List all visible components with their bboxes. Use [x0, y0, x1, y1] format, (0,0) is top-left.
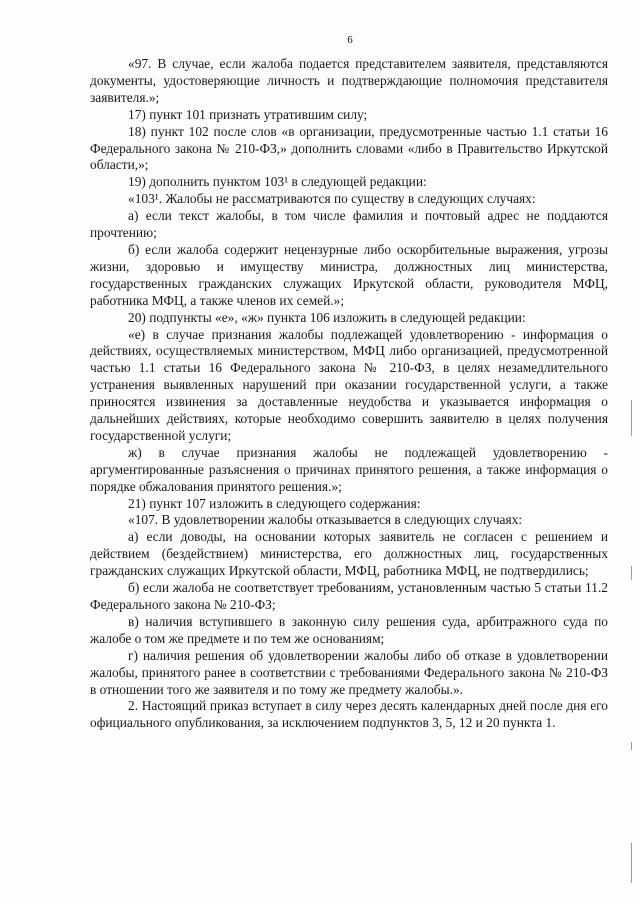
scan-artifact-mark [631, 742, 632, 750]
paragraph-subpoint-a: а) если текст жалобы, в том числе фамилия и почтовый адрес не поддаются прочтению; [90, 208, 608, 241]
paragraph-section-2: 2. Настоящий приказ вступает в силу через десять календарных дней после дня его официального опубликования, за исключением подпунктов 3, 5, 12 и 20 пункта 1. [90, 698, 608, 731]
paragraph-amend-21: 21) пункт 107 изложить в следующего содержания: [128, 495, 421, 511]
paragraph-107-subpoint-v: в) наличия вступившего в законную силу решения суда, арбитражного суда по жалобе о том же предмете и по тем же основаниям; [90, 613, 608, 646]
paragraph-107-subpoint-b: б) если жалоба не соответствует требованиям, установленным частью 5 статьи 11.2 Федерального закона № 210-ФЗ; [90, 580, 608, 612]
scan-artifact-mark [631, 843, 632, 883]
paragraph-107-subpoint-g: г) наличия решения об удовлетворении жалобы либо об отказе в удовлетворении жалобы, принятого ранее в соответствии с требованиями Федерального закона № 210-ФЗ в отношении того же заявителя и по тому же предмету жалобы.». [90, 647, 608, 697]
paragraph-amend-18: 18) пункт 102 после слов «в организации, предусмотренные частью 1.1 статьи 16 Федерального закона № 210-ФЗ,» дополнить словами «либо в Правительство Иркутской области,»; [90, 123, 608, 173]
paragraph-amend-17: 17) пункт 101 признать утратившим силу; [128, 106, 368, 122]
page-number: 6 [347, 34, 353, 46]
paragraph-point-107: «107. В удовлетворении жалобы отказывается в следующих случаях: [128, 512, 523, 528]
paragraph-amend-20: 20) подпункты «е», «ж» пункта 106 изложить в следующей редакции: [128, 309, 526, 325]
paragraph-subpoint-e: «е) в случае признания жалобы подлежащей удовлетворению - информация о действиях, осуществляемых министерством, МФЦ либо организацией, предусмотренной частью 1.1 статьи 16 Федерального закона № 210-ФЗ, в целях незамедлительного устранения выявленных нарушений при оказании государственной услуги, а также приносятся извинения за доставленные неудобства и указывается информация о дальнейших действиях, которые необходимо совершить заявителю в целях получения государственной услуги; [90, 326, 608, 443]
scan-artifact-mark [631, 566, 632, 580]
paragraph-point-103-1: «103¹. Жалобы не рассматриваются по существу в следующих случаях: [128, 191, 536, 207]
paragraph-subpoint-zh: ж) в случае признания жалобы не подлежащей удовлетворению - аргументированные разъяснения о причинах принятого решения, а также информация о порядке обжалования принятого решения.»; [90, 444, 608, 494]
scan-artifact-mark [631, 400, 632, 436]
paragraph-point-97: «97. В случае, если жалоба подается представителем заявителя, представляются документы, удостоверяющие личность и подтверждающие полномочия представителя заявителя.»; [90, 56, 608, 105]
paragraph-107-subpoint-a: а) если доводы, на основании которых заявитель не согласен с решением и действием (бездействием) министерства, его должностных лиц, государственных гражданских служащих Иркутской области, МФЦ, работника МФЦ, не подтвердились; [90, 529, 608, 579]
document-body [90, 56, 608, 732]
paragraph-amend-19: 19) дополнить пунктом 103¹ в следующей редакции: [128, 174, 427, 190]
paragraph-subpoint-b: б) если жалоба содержит нецензурные либо оскорбительные выражения, угрозы жизни, здоровью и имуществу министра, должностных лиц министерства, государственных гражданских служащих Иркутской области, руководителя МФЦ, работника МФЦ, а также членов их семей.»; [90, 241, 608, 308]
